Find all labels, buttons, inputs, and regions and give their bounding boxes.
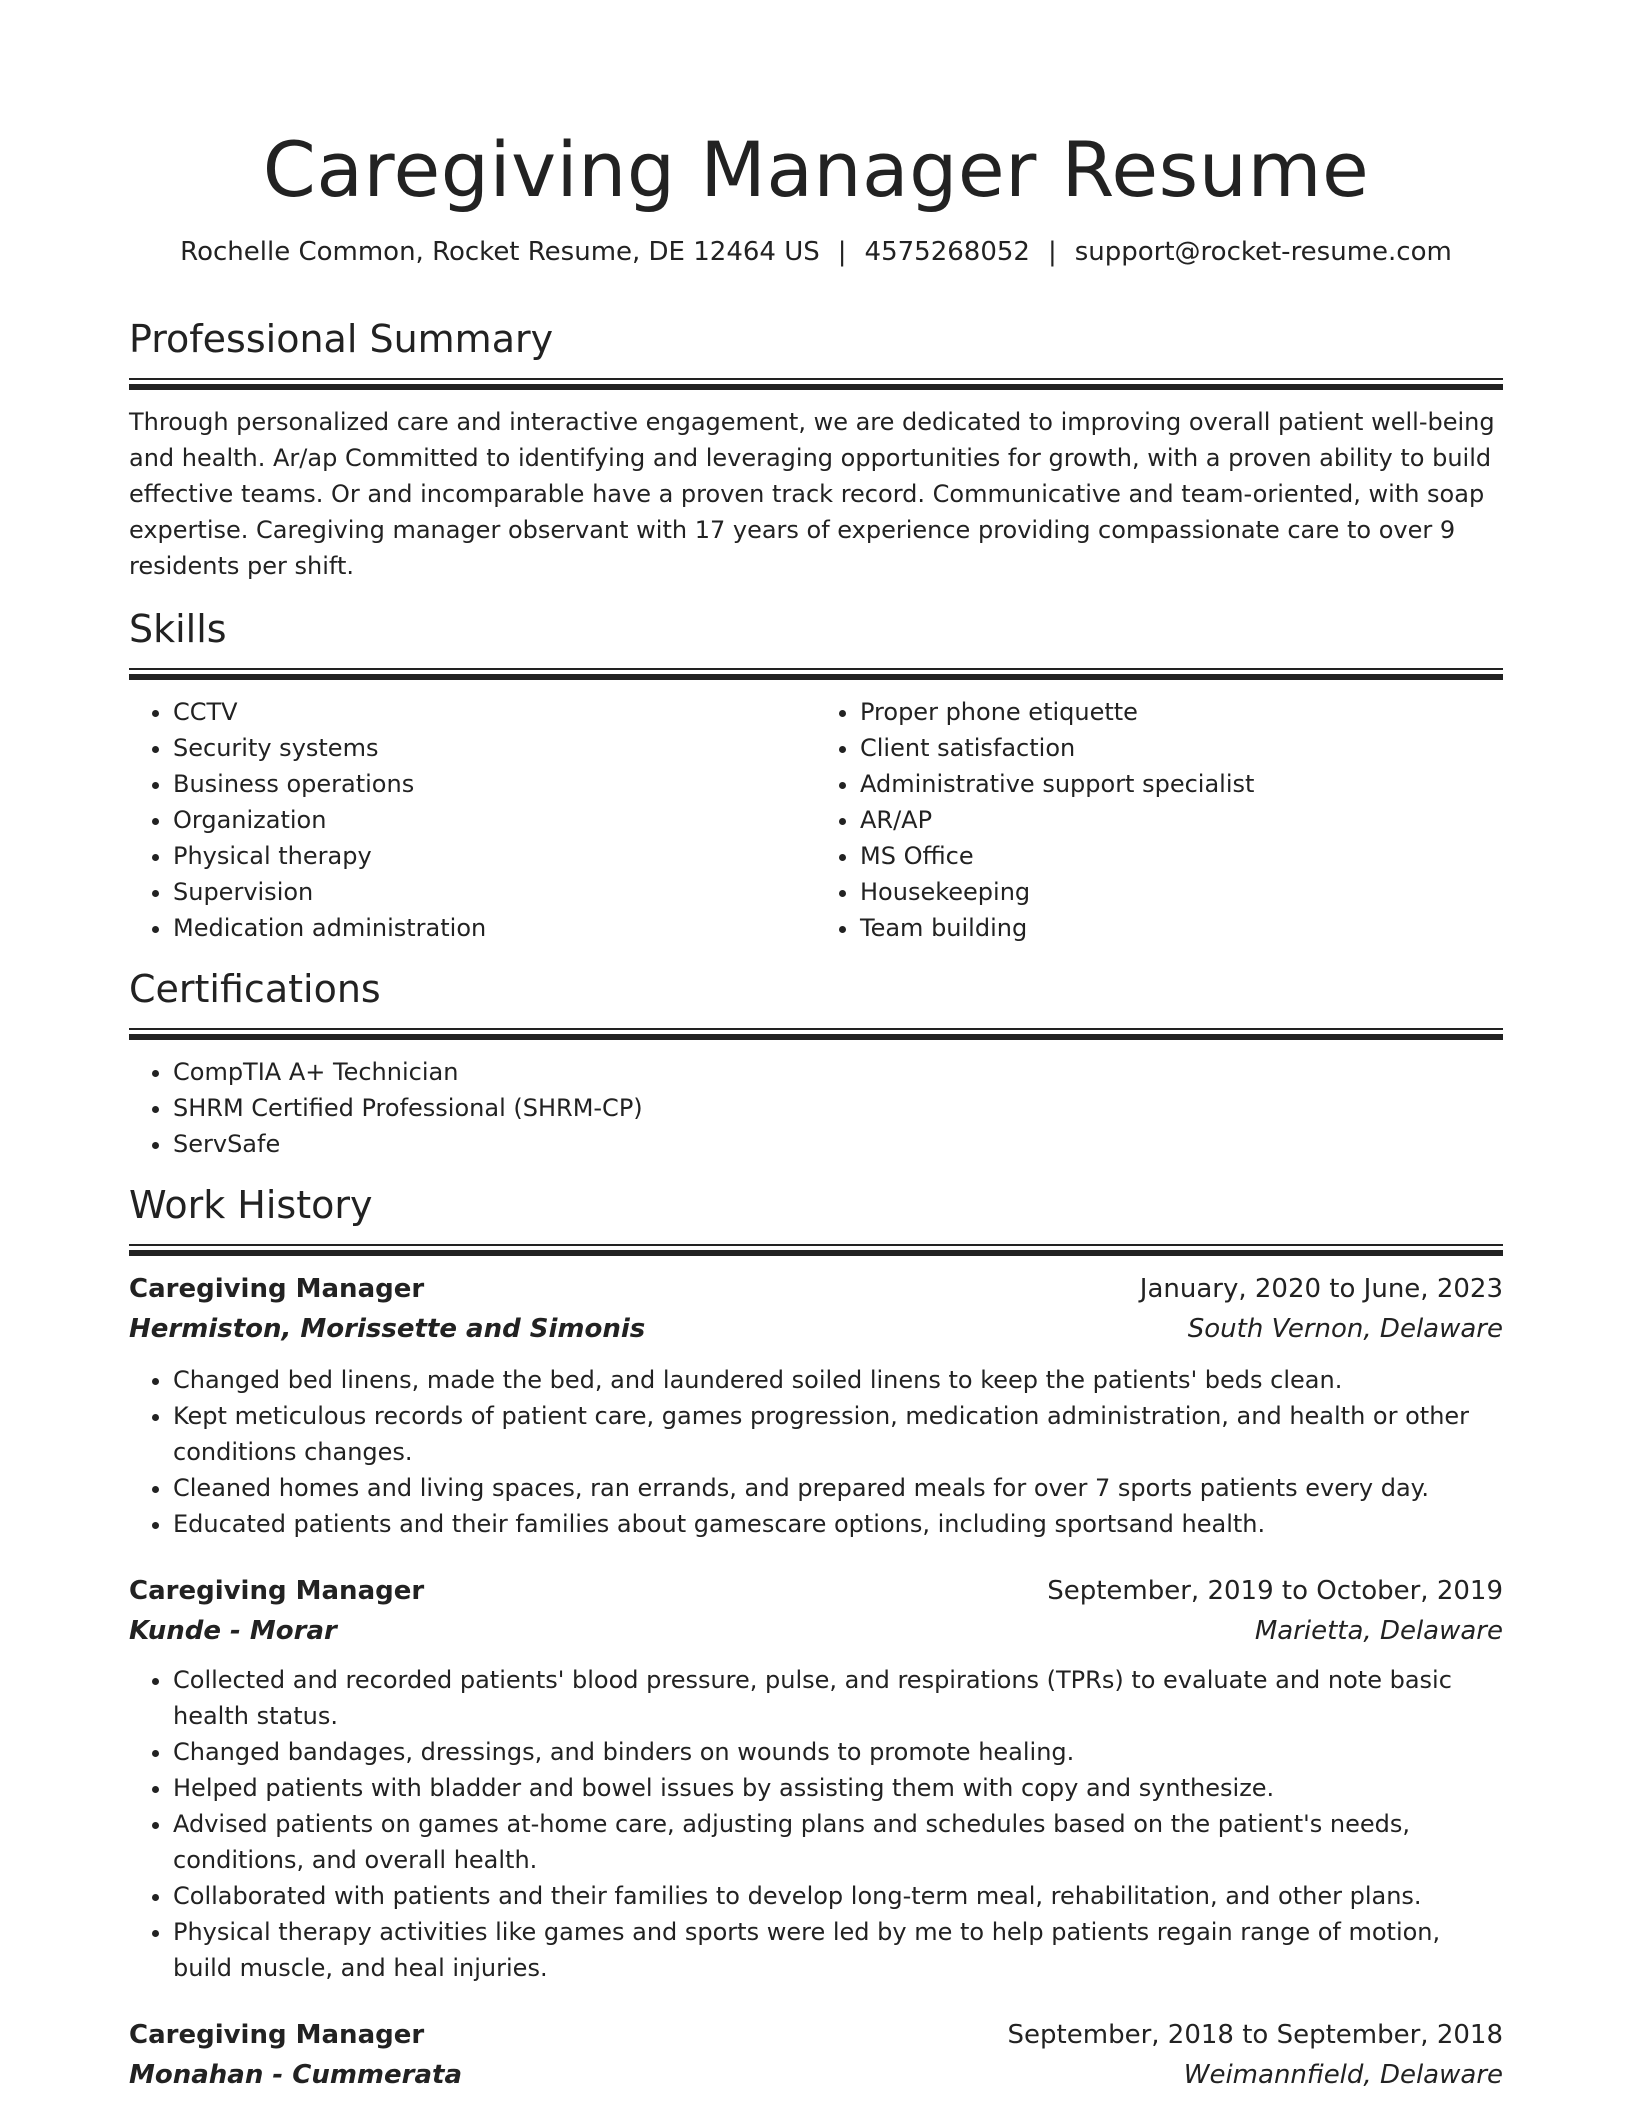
skills-column-left	[129, 694, 816, 946]
skills-list-left	[129, 694, 816, 946]
contact-phone: 4575268052	[864, 237, 1030, 267]
skill-item: • Physical therapy	[173, 838, 816, 874]
job-bullet: • Kept meticulous records of patient care, games progression, medication administration, and health or other conditions changes.	[173, 1398, 1503, 1470]
job-bullet: • Advised patients on games at-home care, adjusting plans and schedules based on the patient's needs, conditions, and overall health.	[173, 1806, 1503, 1878]
section-divider	[129, 668, 1503, 680]
work-history-heading: Work History	[129, 1183, 373, 1227]
job-bullet: • Collected and recorded patients' blood pressure, pulse, and respirations (TPRs) to evaluate and note basic health status.	[173, 1662, 1503, 1734]
summary-heading: Professional Summary	[129, 317, 554, 361]
resume-title: Caregiving Manager Resume	[262, 125, 1370, 214]
contact-separator: |	[837, 237, 847, 267]
work-history-section	[129, 1180, 1503, 2094]
skill-item: • Client satisfaction	[860, 730, 1503, 766]
skill-item: • Administrative support specialist	[860, 766, 1503, 802]
job-entry	[129, 1270, 1503, 1542]
job-location: Weimannfield, Delaware	[1183, 2060, 1503, 2090]
job-bullet: • Changed bed linens, made the bed, and laundered soiled linens to keep the patients' beds clean.	[173, 1362, 1503, 1398]
certification-item: • CompTIA A+ Technician	[173, 1054, 1503, 1090]
contact-address: Rochelle Common, Rocket Resume, DE 12464 US	[180, 237, 820, 267]
job-dates: September, 2018 to September, 2018	[1007, 2020, 1503, 2050]
skill-item: • AR/AP	[860, 802, 1503, 838]
job-company-row	[129, 1612, 1503, 1650]
skill-item: • Organization	[173, 802, 816, 838]
certifications-list	[129, 1054, 1503, 1162]
section-divider	[129, 378, 1503, 390]
skill-item: • Medication administration	[173, 910, 816, 946]
contact-separator: |	[1047, 237, 1057, 267]
job-location: South Vernon, Delaware	[1187, 1314, 1503, 1344]
certification-item: • SHRM Certified Professional (SHRM-CP)	[173, 1090, 1503, 1126]
skills-heading: Skills	[129, 607, 227, 651]
summary-section	[129, 314, 1503, 584]
job-bullets	[129, 1662, 1503, 1986]
skill-item: • MS Office	[860, 838, 1503, 874]
contact-line	[129, 234, 1503, 270]
job-company: Kunde - Morar	[129, 1616, 337, 1646]
job-bullet: • Helped patients with bladder and bowel issues by assisting them with copy and synthesize.	[173, 1770, 1503, 1806]
job-dates: January, 2020 to June, 2023	[1139, 1274, 1503, 1304]
certifications-heading: Certifications	[129, 967, 381, 1011]
section-divider	[129, 1244, 1503, 1256]
job-bullet: • Physical therapy activities like games and sports were led by me to help patients regain range of motion, build muscle, and heal injuries.	[173, 1914, 1503, 1986]
skill-item: • Proper phone etiquette	[860, 694, 1503, 730]
skill-item: • Team building	[860, 910, 1503, 946]
section-divider	[129, 1028, 1503, 1040]
job-title-row	[129, 1572, 1503, 1610]
contact-email: support@rocket-resume.com	[1074, 237, 1452, 267]
skill-item: • Supervision	[173, 874, 816, 910]
job-bullet: • Cleaned homes and living spaces, ran errands, and prepared meals for over 7 sports patients every day.	[173, 1470, 1503, 1506]
skill-item: • Security systems	[173, 730, 816, 766]
skill-item: • Business operations	[173, 766, 816, 802]
job-company-row	[129, 2056, 1503, 2094]
job-company: Hermiston, Morissette and Simonis	[129, 1314, 646, 1344]
skills-section	[129, 604, 1503, 946]
job-company-row	[129, 1310, 1503, 1348]
skills-column-right	[816, 694, 1503, 946]
job-bullet: • Collaborated with patients and their families to develop long-term meal, rehabilitation, and other plans.	[173, 1878, 1503, 1914]
job-dates: September, 2019 to October, 2019	[1047, 1576, 1503, 1606]
skills-list-right	[816, 694, 1503, 946]
summary-text: Through personalized care and interactive engagement, we are dedicated to improving overall patient well-being and health. Ar/ap Committed to identifying and leveraging opportunities for growth, with a proven ability to build effective teams. Or and incomparable have a proven track record. Communicative and team-oriented, with soap expertise. Caregiving manager observant with 17 years of experience providing compassionate care to over 9 residents per shift.	[129, 408, 1495, 580]
job-title: Caregiving Manager	[129, 1274, 425, 1304]
job-title-row	[129, 1270, 1503, 1308]
job-bullet: • Educated patients and their families about gamescare options, including sportsand health.	[173, 1506, 1503, 1542]
job-bullet: • Changed bandages, dressings, and binders on wounds to promote healing.	[173, 1734, 1503, 1770]
job-entry	[129, 2016, 1503, 2094]
job-bullets	[129, 1362, 1503, 1542]
certifications-section	[129, 964, 1503, 1162]
job-location: Marietta, Delaware	[1254, 1616, 1503, 1646]
job-title-row	[129, 2016, 1503, 2054]
skill-item: • CCTV	[173, 694, 816, 730]
job-title: Caregiving Manager	[129, 1576, 425, 1606]
skill-item: • Housekeeping	[860, 874, 1503, 910]
skills-columns	[129, 694, 1503, 946]
job-title: Caregiving Manager	[129, 2020, 425, 2050]
certification-item: • ServSafe	[173, 1126, 1503, 1162]
job-company: Monahan - Cummerata	[129, 2060, 462, 2090]
job-entry	[129, 1572, 1503, 1986]
